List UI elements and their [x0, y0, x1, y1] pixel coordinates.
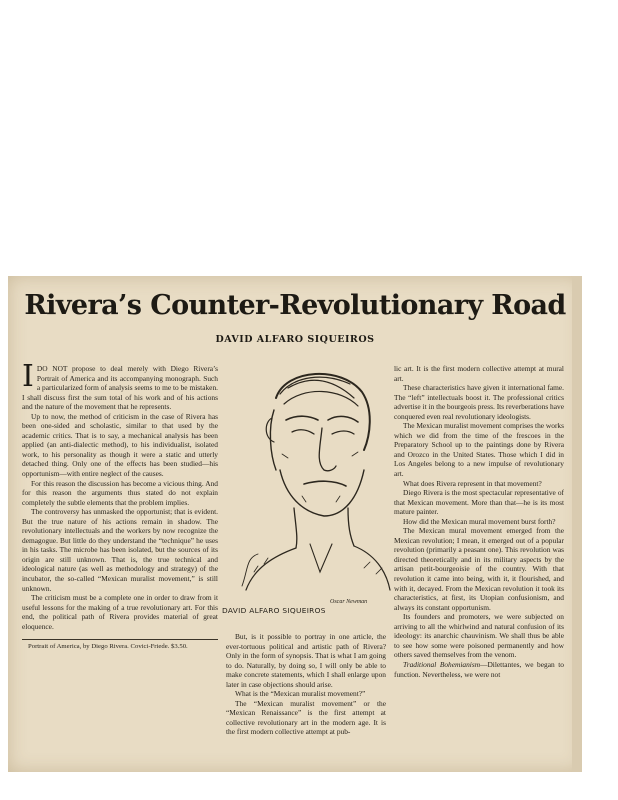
- paragraph: Diego Rivera is the most spectacular representative of that Mexican movement. More than that—he is its most mature painter.: [394, 488, 564, 517]
- paragraph: These characteristics have given it international fame. The “left” intellectuals boost it. The professional critics advertise it in the bourgeois press. Its reverberations have conquered even real revolutionary ideologists.: [394, 383, 565, 421]
- article-headline: Rivera’s Counter-Revolutionary Road: [24, 290, 566, 321]
- paragraph: The Mexican mural movement emerged from the Mexican revolution; I mean, it emerged out of a popular revolution (primarily a peasant one). This revolution was directed theoretically and in its military aspects by the artisan petit-bourgeoisie of the country. With that revolution it came into being, with it, it flourished, and with it, decayed. From the Mexican revolution it took its characteristics, at first, its Utopian confusionism, and always its constant opportunism.: [394, 526, 564, 612]
- paragraph: The criticism must be a complete one in order to draw from it useful lessons for the making of a true revolutionary art. For this end, the political path of Rivera provides material of great eloquence.: [22, 593, 218, 631]
- paragraph: The controversy has unmasked the opportunist; that is evident. But the true nature of his actions remain in shadow. The revolutionary intellectuals and the workers by now recognize the demagogue. But little do they understand the “technique” he uses in his tasks. The microbe has been isolated, but the sources of its origin are still unknown. That is, the true technical and ideological nature (as well as methodology and strategy) of the incubator, the so-called “Mexican muralist movement,” is still unknown.: [22, 507, 218, 593]
- article-byline: DAVID ALFARO SIQUEIROS: [215, 334, 375, 345]
- paragraph: Traditional Bohemianism—Dilettantes, we began to function. Nevertheless, we were not: [394, 659, 564, 679]
- paragraph: For this reason the discussion has become a vicious thing. And for this reason the arguments thus stated do not explain completely the subtle elements that the problem implies.: [22, 478, 218, 507]
- portrait-sketch: [224, 358, 394, 594]
- column-3: [394, 364, 564, 679]
- newspaper-clipping: [8, 276, 582, 772]
- paragraph: The Mexican muralist movement comprises the works which we did from the time of the frescoes in the Preparatory School up to the paintings done by Rivera and Orozco in the United States. Those which I did in Los Angeles belong to a new impulse of revolutionary art.: [394, 421, 564, 479]
- portrait-caption: DAVID ALFARO SIQUEIROS: [222, 606, 326, 615]
- paragraph: How did the Mexican mural movement burst forth?: [403, 516, 556, 526]
- paragraph: Its founders and promoters, we were subjected on arriving to all the whirlwind and natural confusion of its ideology: its anarchic chauvinism. We shall thus be able to see how some were poisoned permanently and how others saved themselves from the venom.: [394, 612, 564, 660]
- footnote: Portrait of America, by Diego Rivera. Covici-Friede. $3.50.: [22, 639, 218, 651]
- paragraph: lic art. It is the first modern collective attempt at mural art.: [394, 364, 564, 383]
- subhead: Traditional Bohemianism: [403, 659, 481, 669]
- paragraph: What does Rivera represent in that movement?: [403, 478, 542, 488]
- paragraph: But, is it possible to portray in one article, the ever-tortuous political and artistic path of Rivera? Only in the form of synopsis. That is what I am going to do. Naturally, by doing so, I will only be able to make concrete statements, which I shall enlarge upon later in case objections should arise.: [226, 632, 386, 689]
- paragraph: The “Mexican muralist movement” or the “Mexican Renaissance” is the first attempt at collective revolutionary art in the modern age. It is the first modern collective attempt at pub-: [226, 698, 386, 737]
- column-2: [226, 632, 386, 737]
- drop-cap: I: [22, 359, 34, 394]
- paragraph: Up to now, the method of criticism in the case of Rivera has been one-sided and scholastic, similar to that used by the academic critics. That is to say, a mechanical analysis has been applied (an anti-dialectic method), to his individualist, isolated work, to his personality as though it were a static and utterly detached thing. Only one of the effects has been studied—his opportunism—with entire neglect of the causes.: [22, 411, 218, 479]
- column-1: [22, 359, 218, 652]
- paragraph: IDO NOT propose to deal merely with Diego Rivera’s Portrait of America and its accompanying monograph. Such a particularized form of analysis seems to me to be mistaken. I shall discuss first the sum total of his work and of his actions and the nature of the movement that he represents.: [22, 359, 218, 412]
- illustrator-credit: Oscar Newman: [330, 599, 368, 605]
- paper-edge: [572, 276, 582, 772]
- paragraph: What is the “Mexican muralist movement?”: [235, 689, 366, 699]
